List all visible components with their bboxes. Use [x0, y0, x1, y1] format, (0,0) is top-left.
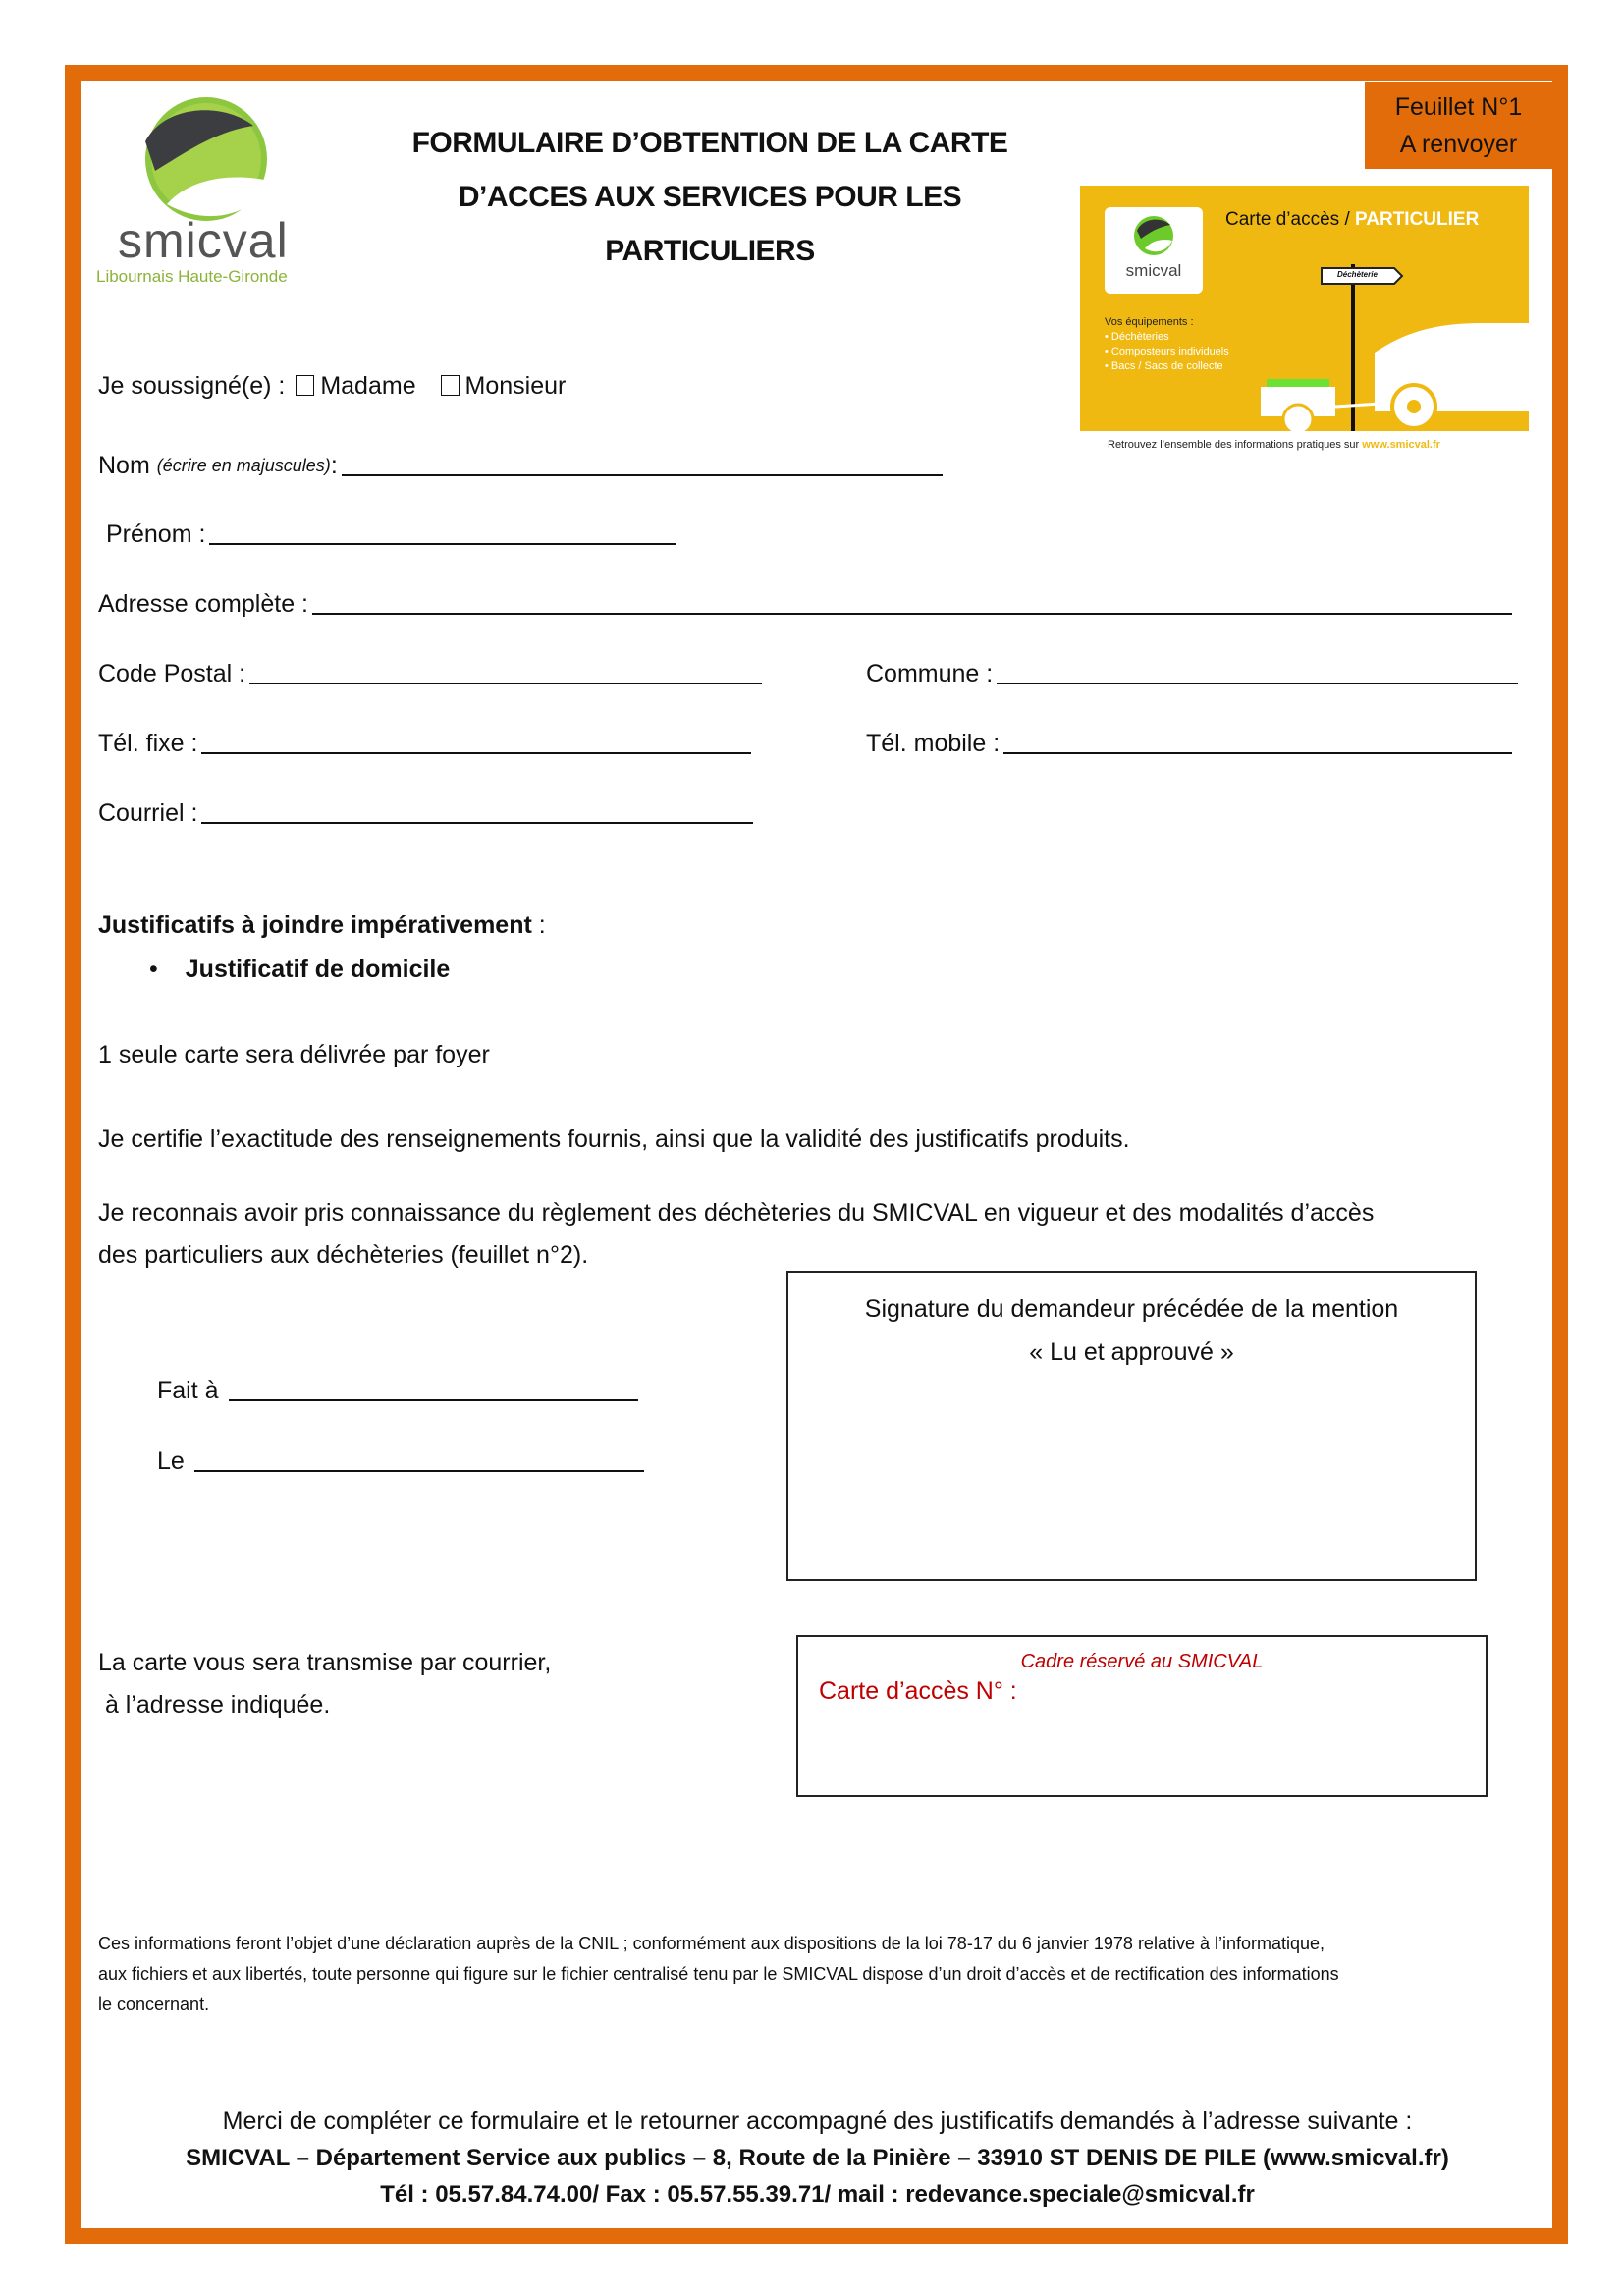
reserved-label: Cadre réservé au SMICVAL	[1020, 1651, 1264, 1672]
title-line: PARTICULIERS	[605, 235, 815, 267]
card-logo-name: smicval	[1125, 261, 1182, 280]
acknowledge-line: des particuliers aux déchèteries (feuillet n°2).	[98, 1241, 589, 1269]
tel-mobile-field[interactable]	[866, 728, 1512, 759]
bullet-icon: •	[149, 956, 158, 983]
card-footer-text: Retrouvez l’ensemble des informations pratiques sur	[1108, 439, 1363, 451]
footer-contact: Tél : 05.57.84.74.00/ Fax : 05.57.55.39.71/ mail : redevance.speciale@smicval.fr	[380, 2181, 1255, 2208]
justificatif-item	[149, 954, 450, 985]
code-postal-input-line[interactable]	[249, 682, 762, 684]
sheet-number: Feuillet N°1	[1394, 93, 1523, 121]
delivery-line: La carte vous sera transmise par courrier,	[98, 1649, 552, 1676]
courriel-label: Courriel :	[98, 799, 198, 827]
commune-input-line[interactable]	[997, 682, 1518, 684]
fait-a-input-line[interactable]	[229, 1398, 638, 1401]
date-label: Le	[157, 1448, 185, 1475]
nom-label: Nom	[98, 452, 150, 479]
soussigne-label: Je soussigné(e) :	[98, 372, 286, 400]
access-card-image	[1080, 186, 1529, 471]
nom-hint: (écrire en majuscules)	[156, 456, 331, 475]
equipments-label: Vos équipements :	[1105, 316, 1194, 328]
sheet-instruction: A renvoyer	[1399, 131, 1518, 158]
card-footer	[1108, 439, 1440, 451]
justificatifs-colon: :	[531, 911, 546, 939]
title-line: D’ACCES AUX SERVICES POUR LES	[458, 181, 962, 213]
tel-fixe-field[interactable]	[98, 728, 751, 759]
date-input-line[interactable]	[194, 1469, 644, 1472]
civility-row	[98, 370, 566, 402]
signature-line: « Lu et approuvé »	[1029, 1339, 1234, 1366]
footer-address: SMICVAL – Département Service aux publics – 8, Route de la Pinière – 33910 ST DENIS DE PILE (www.smicval.fr)	[186, 2145, 1449, 2171]
commune-label: Commune :	[866, 660, 994, 687]
adresse-label: Adresse complète :	[98, 590, 308, 618]
delivery-notice	[98, 1642, 551, 1726]
equipment-item: • Déchèteries	[1105, 331, 1169, 343]
prenom-input-line[interactable]	[209, 542, 676, 545]
delivery-line: à l’adresse indiquée.	[98, 1691, 331, 1719]
tel-fixe-label: Tél. fixe :	[98, 730, 198, 757]
fait-a-field[interactable]	[157, 1375, 638, 1406]
justificatifs-label: Justificatifs à joindre impérativement	[98, 911, 532, 939]
nom-field[interactable]	[98, 450, 943, 481]
card-sign-text: Déchèterie	[1337, 270, 1378, 279]
nom-input-line[interactable]	[342, 473, 943, 476]
signature-instructions	[788, 1287, 1475, 1374]
courriel-input-line[interactable]	[201, 821, 753, 824]
logo-name: smicval	[118, 213, 289, 268]
adresse-field[interactable]	[98, 588, 1512, 620]
card-footer-url: www.smicval.fr	[1362, 439, 1440, 451]
title-line: FORMULAIRE D’OBTENTION DE LA CARTE	[411, 127, 1008, 159]
madame-checkbox[interactable]	[296, 375, 314, 396]
courriel-field[interactable]	[98, 797, 753, 829]
tel-mobile-input-line[interactable]	[1003, 751, 1512, 754]
acknowledge-line: Je reconnais avoir pris connaissance du règlement des déchèteries du SMICVAL en vigueur et des modalités d’accès	[98, 1199, 1375, 1227]
monsieur-label: Monsieur	[464, 372, 567, 400]
monsieur-checkbox[interactable]	[441, 375, 460, 396]
adresse-input-line[interactable]	[312, 612, 1512, 615]
cnil-line: le concernant.	[98, 1995, 210, 2014]
code-postal-label: Code Postal :	[98, 660, 246, 687]
justificatifs-heading	[98, 909, 546, 941]
footer	[81, 2104, 1553, 2213]
fait-a-label: Fait à	[157, 1377, 219, 1404]
sheet-badge	[1365, 82, 1552, 169]
cnil-line: aux fichiers et aux libertés, toute personne qui figure sur le fichier centralisé tenu par le SMICVAL dispose d’un droit d’accès et de rectification des informations	[98, 1964, 1339, 1984]
page-title	[334, 116, 1086, 278]
madame-label: Madame	[320, 372, 416, 400]
one-card-notice: 1 seule carte sera délivrée par foyer	[98, 1041, 490, 1068]
tel-mobile-label: Tél. mobile :	[866, 730, 1001, 757]
equipment-item: • Composteurs individuels	[1105, 346, 1229, 357]
justificatif-item-label: Justificatif de domicile	[185, 956, 451, 983]
card-number-label: Carte d’accès N° :	[819, 1677, 1017, 1705]
code-postal-field[interactable]	[98, 658, 762, 689]
card-body	[1080, 186, 1529, 431]
nom-colon: :	[330, 452, 338, 479]
commune-field[interactable]	[866, 658, 1518, 689]
reserved-box	[796, 1635, 1488, 1797]
date-field[interactable]	[157, 1446, 644, 1477]
cnil-line: Ces informations feront l’objet d’une déclaration auprès de la CNIL ; conformément aux dispositions de la loi 78-17 du 6 janvier 1978 relative à l’informatique,	[98, 1934, 1325, 1953]
prenom-field[interactable]	[106, 519, 676, 550]
cnil-notice	[98, 1929, 1339, 2020]
card-title-text: Carte d’accès /	[1225, 209, 1355, 230]
signature-box[interactable]	[786, 1271, 1477, 1581]
prenom-label: Prénom :	[106, 520, 206, 548]
footer-instructions: Merci de compléter ce formulaire et le retourner accompagné des justificatifs demandés à l’adresse suivante :	[222, 2107, 1413, 2135]
equipment-item: • Bacs / Sacs de collecte	[1105, 360, 1223, 372]
card-title-highlight: PARTICULIER	[1355, 209, 1480, 230]
car-trailer-illustration	[1080, 186, 1529, 431]
acknowledge-statement	[98, 1192, 1374, 1277]
tel-fixe-input-line[interactable]	[201, 751, 751, 754]
signature-line: Signature du demandeur précédée de la mention	[864, 1295, 1399, 1323]
logo-tagline: Libournais Haute-Gironde	[96, 267, 288, 286]
certify-statement: Je certifie l’exactitude des renseignements fournis, ainsi que la validité des justificatifs produits.	[98, 1125, 1130, 1153]
smicval-logo	[96, 94, 322, 291]
